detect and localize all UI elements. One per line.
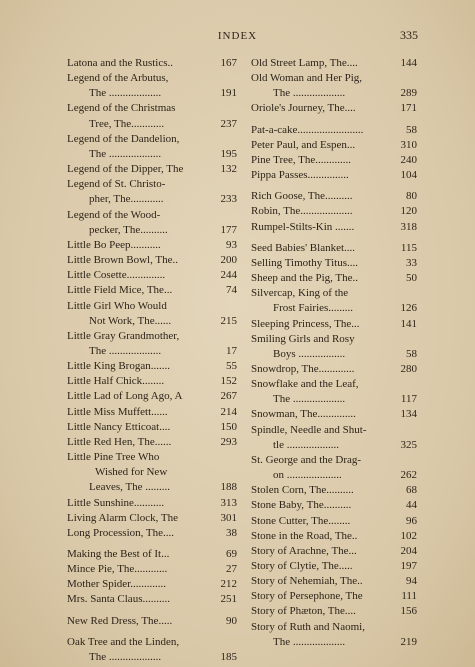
entry-title-line: Oak Tree and the Linden, (67, 635, 180, 648)
entry-page-number: 237 (220, 117, 237, 130)
entry-title-line: Stone in the Road, The.. (251, 529, 358, 542)
index-entry (251, 153, 417, 168)
index-entry (251, 529, 417, 544)
index-entry (251, 271, 417, 286)
entry-page-number: 262 (400, 469, 417, 482)
entry-title-line: The ................... (89, 650, 162, 663)
index-entry (67, 177, 237, 207)
entry-title-line: on .................... (273, 469, 342, 482)
index-entry (251, 256, 417, 271)
index-entry (251, 220, 417, 235)
index-entry (67, 635, 237, 665)
entry-title-line: Sheep and the Pig, The.. (251, 272, 359, 285)
index-entry (251, 123, 417, 138)
entry-title-line: The ................... (273, 87, 346, 100)
index-column-left (67, 56, 237, 665)
entry-title-line: Little Gray Grandmother, (67, 329, 180, 342)
entry-title-line: Little Nancy Etticoat.... (67, 420, 171, 433)
entry-title-line: Frost Fairies......... (273, 302, 354, 315)
entry-page-number: 17 (226, 344, 237, 357)
index-entry (67, 511, 237, 526)
entry-page-number: 93 (226, 238, 237, 251)
entry-page-number: 289 (400, 87, 417, 100)
index-entry (251, 362, 417, 377)
entry-page-number: 280 (400, 362, 417, 375)
entry-title-line: Leaves, The ......... (89, 481, 171, 494)
entry-title-line: Old Street Lamp, The.... (251, 57, 358, 69)
entry-page-number: 27 (226, 563, 237, 576)
entry-title-line: The ................... (89, 147, 162, 160)
entry-page-number: 214 (220, 405, 237, 418)
entry-page-number: 102 (400, 529, 417, 542)
index-entry (251, 498, 417, 513)
entry-title-line: Pine Tree, The............. (251, 153, 352, 166)
entry-page-number: 152 (220, 375, 237, 388)
entry-title-line: Legend of the Wood- (67, 208, 161, 221)
entry-page-number: 33 (406, 256, 417, 269)
entry-page-number: 204 (400, 544, 417, 557)
entry-title-line: St. George and the Drag- (251, 453, 362, 466)
entry-page-number: 195 (220, 147, 237, 160)
entry-page-number: 44 (406, 499, 417, 512)
index-column-right (251, 56, 417, 650)
index-entry (67, 329, 237, 359)
index-entry (67, 238, 237, 253)
index-entry (251, 317, 417, 332)
entry-page-number: 301 (220, 511, 237, 524)
entry-title-line: Stone Cutter, The........ (251, 514, 351, 527)
entry-title-line: Pippa Passes............... (251, 169, 349, 182)
index-entry (67, 299, 237, 329)
index-entry (67, 56, 237, 71)
entry-page-number: 104 (400, 169, 417, 182)
entry-page-number: 156 (400, 605, 417, 618)
entry-page-number: 115 (400, 241, 417, 254)
entry-page-number: 185 (220, 650, 237, 663)
entry-page-number: 132 (220, 163, 237, 176)
entry-title-line: Mrs. Santa Claus.......... (67, 593, 170, 606)
entry-title-line: The ................... (89, 344, 162, 357)
entry-page-number: 68 (406, 484, 417, 497)
index-entry (251, 71, 417, 101)
entry-title-line: Little Lad of Long Ago, A (67, 390, 183, 403)
entry-title-line: Snowdrop, The............. (251, 362, 355, 375)
entry-title-line: Legend of the Christmas (67, 102, 176, 115)
index-entry (251, 574, 417, 589)
entry-page-number: 69 (226, 548, 237, 560)
entry-page-number: 141 (400, 317, 417, 330)
entry-page-number: 293 (220, 435, 237, 448)
entry-page-number: 251 (220, 593, 237, 606)
entry-title-line: Sleeping Princess, The... (251, 317, 360, 330)
index-entry (67, 496, 237, 511)
entry-title-line: Tree, The............ (89, 117, 165, 130)
index-entry (67, 71, 237, 101)
entry-title-line: Spindle, Needle and Shut- (251, 423, 367, 436)
entry-title-line: Little Field Mice, The... (67, 284, 173, 297)
entry-title-line: Stone Baby, The.......... (251, 499, 352, 512)
entry-title-line: Story of Ruth and Naomi, (251, 620, 365, 633)
page-number: 335 (400, 28, 418, 42)
index-entry (67, 526, 237, 541)
entry-page-number: 96 (406, 514, 417, 527)
entry-title-line: Little Girl Who Would (67, 299, 167, 312)
entry-page-number: 150 (220, 420, 237, 433)
index-entry (67, 208, 237, 238)
index-entry (251, 620, 417, 650)
entry-page-number: 90 (226, 614, 237, 627)
entry-page-number: 240 (400, 153, 417, 166)
entry-title-line: Legend of the Dandelion, (67, 132, 180, 145)
entry-title-line: Mince Pie, The............ (67, 563, 168, 576)
entry-page-number: 167 (220, 57, 237, 69)
entry-page-number: 58 (406, 347, 417, 360)
entry-title-line: Smiling Girls and Rosy (251, 332, 355, 345)
index-entry (67, 547, 237, 562)
entry-page-number: 111 (401, 590, 417, 603)
entry-title-line: Story of Nehemiah, The.. (251, 575, 363, 588)
index-entry (67, 577, 237, 592)
entry-title-line: Stolen Corn, The.......... (251, 484, 354, 497)
entry-title-line: Little Pine Tree Who (67, 451, 160, 464)
index-entry (67, 450, 237, 495)
index-entry (67, 268, 237, 283)
entry-page-number: 318 (400, 220, 417, 233)
entry-title-line: Peter Paul, and Espen... (251, 138, 356, 151)
index-entry (251, 204, 417, 219)
entry-page-number: 120 (400, 205, 417, 218)
entry-title-line: tle ................... (273, 438, 339, 451)
entry-page-number: 191 (220, 87, 237, 100)
entry-title-line: pecker, The.......... (89, 223, 168, 236)
index-entry (67, 132, 237, 162)
entry-page-number: 80 (406, 190, 417, 203)
index-entry (251, 377, 417, 407)
index-entry (251, 604, 417, 619)
entry-title-line: Mother Spider............. (67, 578, 166, 591)
entry-title-line: Snowman, The.............. (251, 408, 356, 421)
entry-page-number: 126 (400, 302, 417, 315)
entry-title-line: Little Brown Bowl, The.. (67, 254, 179, 267)
index-entry (251, 56, 417, 71)
entry-page-number: 177 (220, 223, 237, 236)
index-entry (67, 405, 237, 420)
index-entry (67, 283, 237, 298)
entry-page-number: 171 (400, 102, 417, 115)
entry-title-line: Pat-a-cake........................ (251, 123, 364, 136)
entry-title-line: Oriole's Journey, The.... (251, 102, 356, 115)
entry-title-line: Little Cosette.............. (67, 269, 166, 282)
entry-page-number: 313 (220, 496, 237, 509)
entry-title-line: Robin, The................... (251, 205, 353, 218)
entry-title-line: Story of Phæton, The.... (251, 605, 356, 618)
entry-page-number: 244 (220, 269, 237, 282)
entry-page-number: 233 (220, 193, 237, 206)
entry-title-line: Little Bo Peep........... (67, 238, 161, 251)
entry-title-line: Seed Babies' Blanket.... (251, 241, 356, 254)
entry-title-line: Little King Brogan....... (67, 360, 170, 373)
entry-title-line: The ................... (273, 393, 346, 406)
index-entry (251, 332, 417, 362)
index-entry (251, 407, 417, 422)
entry-title-line: Silvercap, King of the (251, 287, 349, 300)
index-entry (251, 423, 417, 453)
index-entry (67, 253, 237, 268)
index-entry (251, 286, 417, 316)
index-entry (67, 435, 237, 450)
index-entry (251, 544, 417, 559)
entry-title-line: Legend of the Dipper, The (67, 163, 184, 176)
index-entry (67, 162, 237, 177)
index-entry (251, 453, 417, 483)
entry-page-number: 219 (400, 635, 417, 648)
entry-title-line: Selling Timothy Titus.... (251, 256, 358, 269)
entry-page-number: 188 (220, 481, 237, 494)
entry-page-number: 325 (400, 438, 417, 451)
index-entry (251, 589, 417, 604)
index-entry (251, 189, 417, 204)
entry-title-line: Legend of St. Christo- (67, 178, 166, 191)
entry-title-line: Rumpel-Stilts-Kin ....... (251, 220, 355, 233)
entry-page-number: 58 (406, 123, 417, 136)
entry-title-line: Not Work, The...... (89, 314, 172, 327)
entry-page-number: 310 (400, 138, 417, 151)
entry-title-line: Story of Persephone, The (251, 590, 363, 603)
entry-page-number: 267 (220, 390, 237, 403)
index-entry (67, 562, 237, 577)
entry-title-line: Legend of the Arbutus, (67, 72, 169, 85)
entry-page-number: 74 (226, 284, 237, 297)
entry-title-line: Wished for New (95, 466, 168, 479)
entry-page-number: 55 (226, 360, 237, 373)
index-entry (67, 374, 237, 389)
index-entry (67, 101, 237, 131)
entry-title-line: New Red Dress, The..... (67, 614, 173, 627)
entry-page-number: 200 (220, 254, 237, 267)
index-entry (67, 592, 237, 607)
entry-title-line: Snowflake and the Leaf, (251, 378, 359, 391)
entry-title-line: Boys ................. (273, 347, 346, 360)
index-entry (251, 514, 417, 529)
entry-title-line: The ................... (89, 87, 162, 100)
entry-title-line: The ................... (273, 635, 346, 648)
entry-page-number: 38 (226, 526, 237, 539)
index-entry (67, 420, 237, 435)
entry-title-line: Old Woman and Her Pig, (251, 72, 363, 85)
index-entry (251, 241, 417, 256)
entry-title-line: Little Sunshine........... (67, 496, 165, 509)
index-entry (251, 138, 417, 153)
index-entry (251, 483, 417, 498)
entry-title-line: Little Red Hen, The...... (67, 435, 172, 448)
entry-title-line: Long Procession, The.... (67, 526, 175, 539)
entry-page-number: 134 (400, 408, 417, 421)
entry-page-number: 215 (220, 314, 237, 327)
entry-title-line: Latona and the Rustics.. (67, 57, 174, 69)
index-entry (251, 559, 417, 574)
entry-page-number: 197 (400, 560, 417, 572)
entry-title-line: Making the Best of It... (67, 548, 170, 560)
index-entry (67, 614, 237, 629)
entry-page-number: 212 (220, 578, 237, 591)
index-entry (67, 389, 237, 404)
entry-title-line: Story of Clytie, The..... (251, 560, 353, 572)
entry-title-line: Living Alarm Clock, The (67, 511, 179, 524)
entry-page-number: 144 (400, 57, 417, 69)
entry-page-number: 117 (400, 393, 417, 406)
index-entry (251, 101, 417, 116)
page-title: INDEX (217, 30, 258, 42)
entry-title-line: Little Miss Muffett...... (67, 405, 168, 418)
entry-title-line: Story of Arachne, The... (251, 544, 357, 557)
index-entry (251, 168, 417, 183)
entry-page-number: 50 (406, 272, 417, 285)
entry-title-line: Rich Goose, The.......... (251, 190, 353, 203)
entry-title-line: pher, The............ (89, 193, 164, 206)
index-entry (67, 359, 237, 374)
entry-page-number: 94 (406, 575, 417, 588)
entry-title-line: Little Half Chick........ (67, 375, 165, 388)
